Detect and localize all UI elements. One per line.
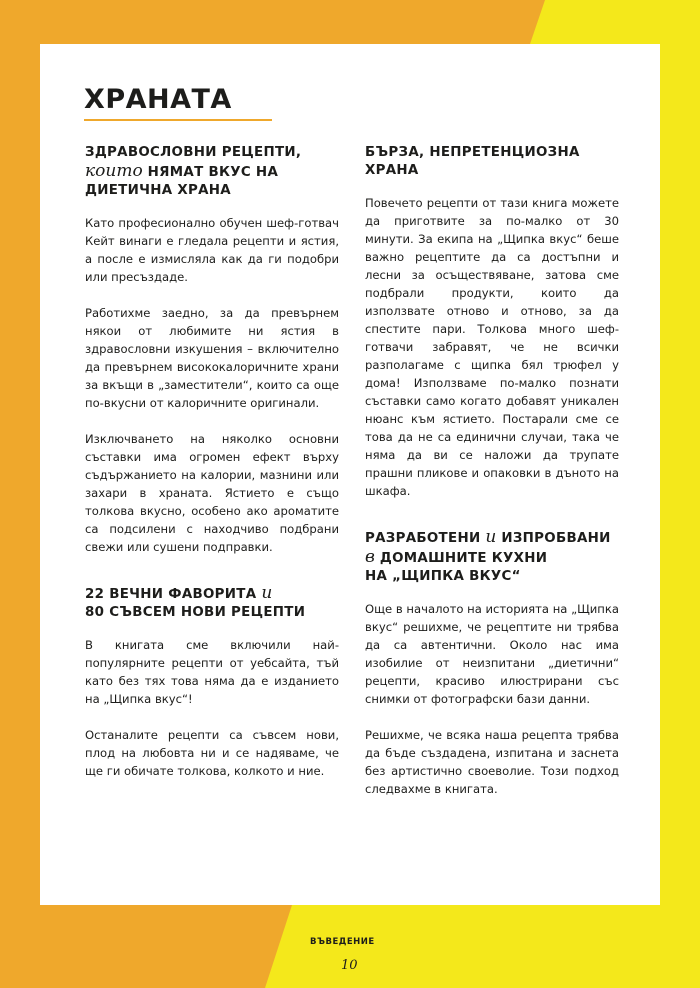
left-column	[85, 144, 339, 798]
heading-text: НЯМАТ ВКУС НА	[142, 165, 279, 180]
heading-text: НА „ЩИПКА ВКУС“	[365, 569, 521, 584]
heading-text: ИЗПРОБВАНИ	[496, 531, 611, 546]
page-card	[40, 44, 660, 905]
paragraph: Работихме заедно, за да превърнем някои от любимите ни ястия в здравословни изкушения – включително да превърнем висококалоричните храни за вкъщи в „заместители“, които са още по-вкусни от калоричните оригинали.	[85, 306, 339, 410]
title-underline	[84, 119, 272, 121]
heading-script-word: и	[485, 527, 497, 547]
section-heading-quick-food	[365, 144, 619, 180]
page-title: ХРАНАТА	[84, 84, 232, 115]
heading-text: ДОМАШНИТЕ КУХНИ	[374, 551, 548, 566]
paragraph: Изключването на няколко основни съставки има огромен ефект върху съдържанието на калории, мазнини или захари в храната. Ястието е също толкова вкусно, особено ако ароматите са подсилени с находчиво подбрани свежи или сушени подправки.	[85, 432, 339, 554]
heading-text: ЗДРАВОСЛОВНИ РЕЦЕПТИ,	[85, 145, 302, 160]
paragraph: Като професионално обучен шеф-готвач Кейт винаги е гледала рецепти и ястия, а после е измисляла как да ги подобри или пресъздаде.	[85, 216, 339, 284]
paragraph: Останалите рецепти са съвсем нови, плод на любовта ни и се надяваме, че ще ги обичате толкова, колкото и ние.	[85, 728, 339, 778]
right-column	[365, 144, 619, 816]
section-heading-healthy-recipes	[85, 144, 339, 200]
heading-text: РАЗРАБОТЕНИ	[365, 531, 486, 546]
heading-text: ХРАНА	[365, 163, 419, 178]
heading-text: 80 СЪВСЕМ НОВИ РЕЦЕПТИ	[85, 605, 306, 620]
paragraph: Повечето рецепти от тази книга можете да приготвите за по-малко от 30 минути. За екипа на „Щипка вкус“ беше важно рецептите да са достъпни и лесни за осъществяване, затова сме подбрали продукти, които да използвате отново и отново, за да спестите пари. Толкова много шеф-готвачи забравят, че не всички разполагаме с щипка бял трюфел у дома! Използваме по-малко познати съставки само когато добавят уникален нюанс към ястието. Постарали сме се това да не са единични случаи, така че няма да ви се наложи да трупате прашни пликове и опаковки в дъното на шкафа.	[365, 196, 619, 498]
paragraph: Още в началото на историята на „Щипка вкус“ решихме, че рецептите ни трябва да са автентични. Около нас има изобилие от неизпитани „диетични“ рецепти, красиво илюстрирани със снимки от фотографски бази данни.	[365, 602, 619, 706]
heading-script-word: в	[365, 547, 375, 567]
paragraph: Решихме, че всяка наша рецепта трябва да бъде създадена, изпитана и заснета без артистично своеволие. Този подход следвахме в книгата.	[365, 728, 619, 796]
heading-script-word: и	[261, 583, 273, 603]
heading-text: 22 ВЕЧНИ ФАВОРИТА	[85, 587, 262, 602]
paragraph: В книгата сме включили най-популярните рецепти от уебсайта, тъй като без тях това няма да е изданието на „Щипка вкус“!	[85, 638, 339, 706]
heading-script-word: които	[85, 161, 143, 181]
section-heading-tested-recipes	[365, 528, 619, 586]
page-number: 10	[341, 958, 358, 973]
chapter-footer-label: ВЪВЕДЕНИЕ	[310, 937, 375, 947]
heading-text: ДИЕТИЧНА ХРАНА	[85, 183, 231, 198]
heading-text: БЪРЗА, НЕПРЕТЕНЦИОЗНА	[365, 145, 580, 160]
section-heading-favorites	[85, 584, 339, 622]
